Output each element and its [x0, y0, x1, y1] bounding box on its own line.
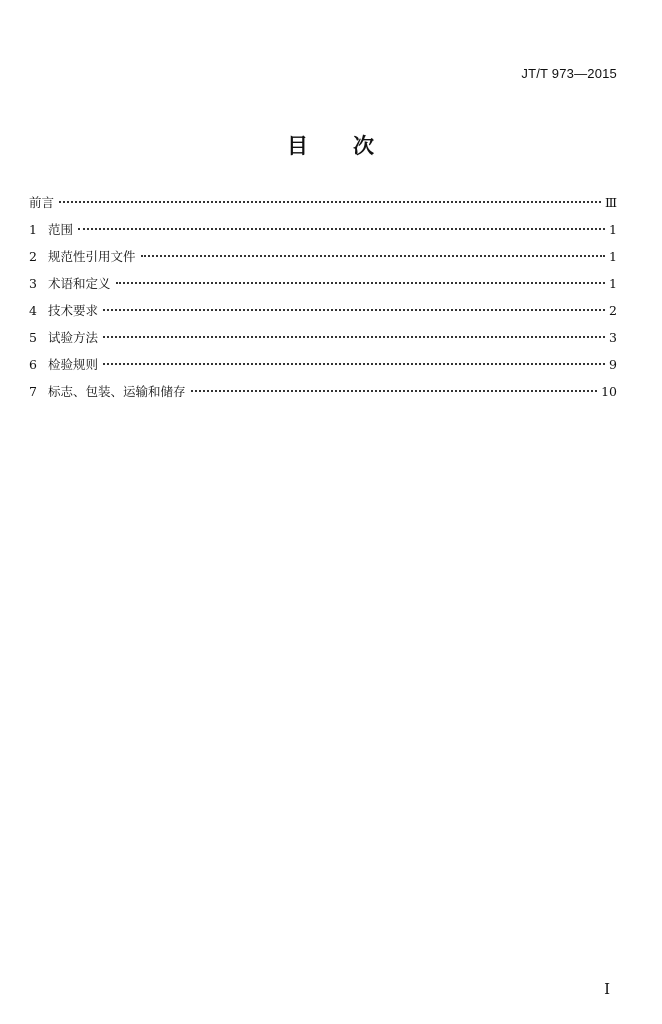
- toc-entry-label: 技术要求: [48, 303, 99, 318]
- dot-leader: [103, 336, 605, 338]
- toc-entry-page: 1: [609, 249, 617, 264]
- page-number: I: [604, 980, 610, 998]
- toc-entry-5[interactable]: [29, 327, 617, 354]
- toc-entry-page: 9: [609, 357, 617, 372]
- toc-entry-7[interactable]: [29, 381, 617, 408]
- toc-entry-number: 2: [29, 249, 37, 264]
- dot-leader: [191, 390, 598, 392]
- dot-leader: [103, 309, 605, 311]
- toc-entry-number: 7: [29, 384, 37, 399]
- toc-entry-number: 6: [29, 357, 37, 372]
- toc-entry-preface[interactable]: [29, 192, 617, 219]
- dot-leader: [141, 255, 606, 257]
- dot-leader: [59, 201, 601, 203]
- toc-entry-number: 5: [29, 330, 37, 345]
- toc-entry-label: 术语和定义: [48, 276, 111, 291]
- toc-entry-3[interactable]: [29, 273, 617, 300]
- toc-entry-page: 3: [609, 330, 617, 345]
- toc-entry-page: 10: [601, 384, 617, 399]
- dot-leader: [78, 228, 605, 230]
- toc-entry-label: 标志、包装、运输和储存: [48, 384, 186, 399]
- toc-entry-number: 3: [29, 276, 37, 291]
- dot-leader: [116, 282, 606, 284]
- toc-entry-label: 前言: [29, 195, 55, 210]
- table-of-contents: [29, 192, 617, 408]
- toc-entry-label: 试验方法: [48, 330, 99, 345]
- toc-entry-number: 4: [29, 303, 37, 318]
- toc-entry-page: 2: [609, 303, 617, 318]
- toc-entry-label: 范围: [48, 222, 74, 237]
- toc-entry-label: 规范性引用文件: [48, 249, 136, 264]
- toc-entry-page: 1: [609, 222, 617, 237]
- toc-entry-2[interactable]: [29, 246, 617, 273]
- toc-entry-4[interactable]: [29, 300, 617, 327]
- toc-entry-page: Ⅲ: [604, 195, 617, 210]
- dot-leader: [103, 363, 605, 365]
- toc-entry-page: 1: [609, 276, 617, 291]
- document-code: JT/T 973—2015: [521, 66, 617, 81]
- toc-entry-number: 1: [29, 222, 37, 237]
- page-title: 目 次: [287, 134, 375, 158]
- toc-entry-1[interactable]: [29, 219, 617, 246]
- toc-entry-label: 检验规则: [48, 357, 99, 372]
- toc-entry-6[interactable]: [29, 354, 617, 381]
